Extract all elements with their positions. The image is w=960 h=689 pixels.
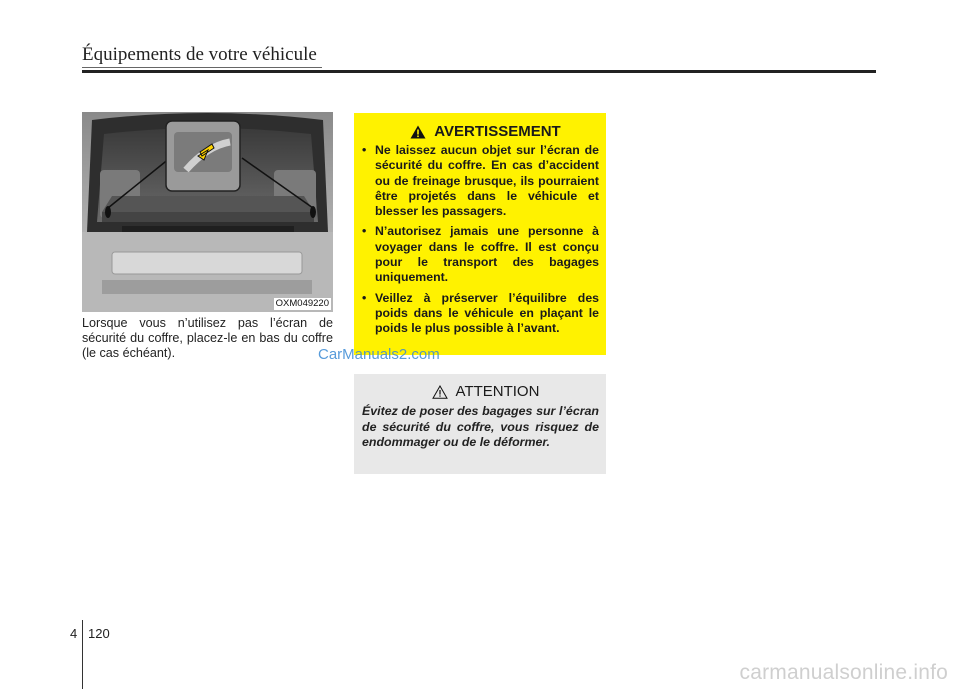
page-header-title: Équipements de votre véhicule	[82, 44, 325, 66]
attention-heading	[362, 383, 599, 400]
attention-box	[354, 374, 606, 474]
bullet: •	[362, 143, 367, 157]
warning-item-text: Ne laissez aucun objet sur l’écran de sécurité du coffre. En cas d’accident ou de freinage brusque, ils pourraient être projetés dans le véhicule et blesser les passagers.	[375, 143, 599, 219]
header-rule	[82, 70, 876, 73]
watermark-carmanualsonline: carmanualsonline.info	[739, 661, 948, 684]
warning-item	[362, 291, 599, 337]
warning-item	[362, 224, 599, 285]
warning-triangle-icon	[410, 125, 426, 139]
page-number: 120	[88, 626, 110, 641]
figure-code: OXM049220	[275, 298, 329, 309]
caution-triangle-icon	[432, 385, 448, 399]
trunk-figure	[82, 112, 333, 312]
warning-item-text: N’autorisez jamais une personne à voyager dans le coffre. Il est conçu pour le transport des bagages uniquement.	[375, 224, 599, 285]
attention-title: ATTENTION	[455, 383, 540, 400]
bullet: •	[362, 224, 367, 239]
trunk-illustration	[82, 112, 333, 312]
warning-title: AVERTISSEMENT	[434, 123, 561, 140]
bullet: •	[362, 290, 367, 305]
watermark-carmanuals2: CarManuals2.com	[318, 346, 440, 363]
warning-box	[354, 113, 606, 355]
page-number-divider	[82, 620, 83, 689]
warning-heading	[362, 123, 599, 140]
chapter-number: 4	[70, 626, 78, 641]
warning-item-text: Veillez à préserver l’équilibre des poids dans le véhicule en plaçant le poids le plus possible à l’avant.	[375, 290, 599, 336]
figure-caption: Lorsque vous n’utilisez pas l’écran de sécurité du coffre, placez-le en bas du coffre (le cas échéant).	[82, 316, 333, 360]
header-rule-thin	[82, 67, 322, 68]
warning-item	[362, 143, 599, 219]
warning-list	[362, 143, 599, 337]
attention-text: Évitez de poser des bagages sur l’écran de sécurité du coffre, vous risquez de endommager ou de le déformer.	[362, 404, 599, 449]
